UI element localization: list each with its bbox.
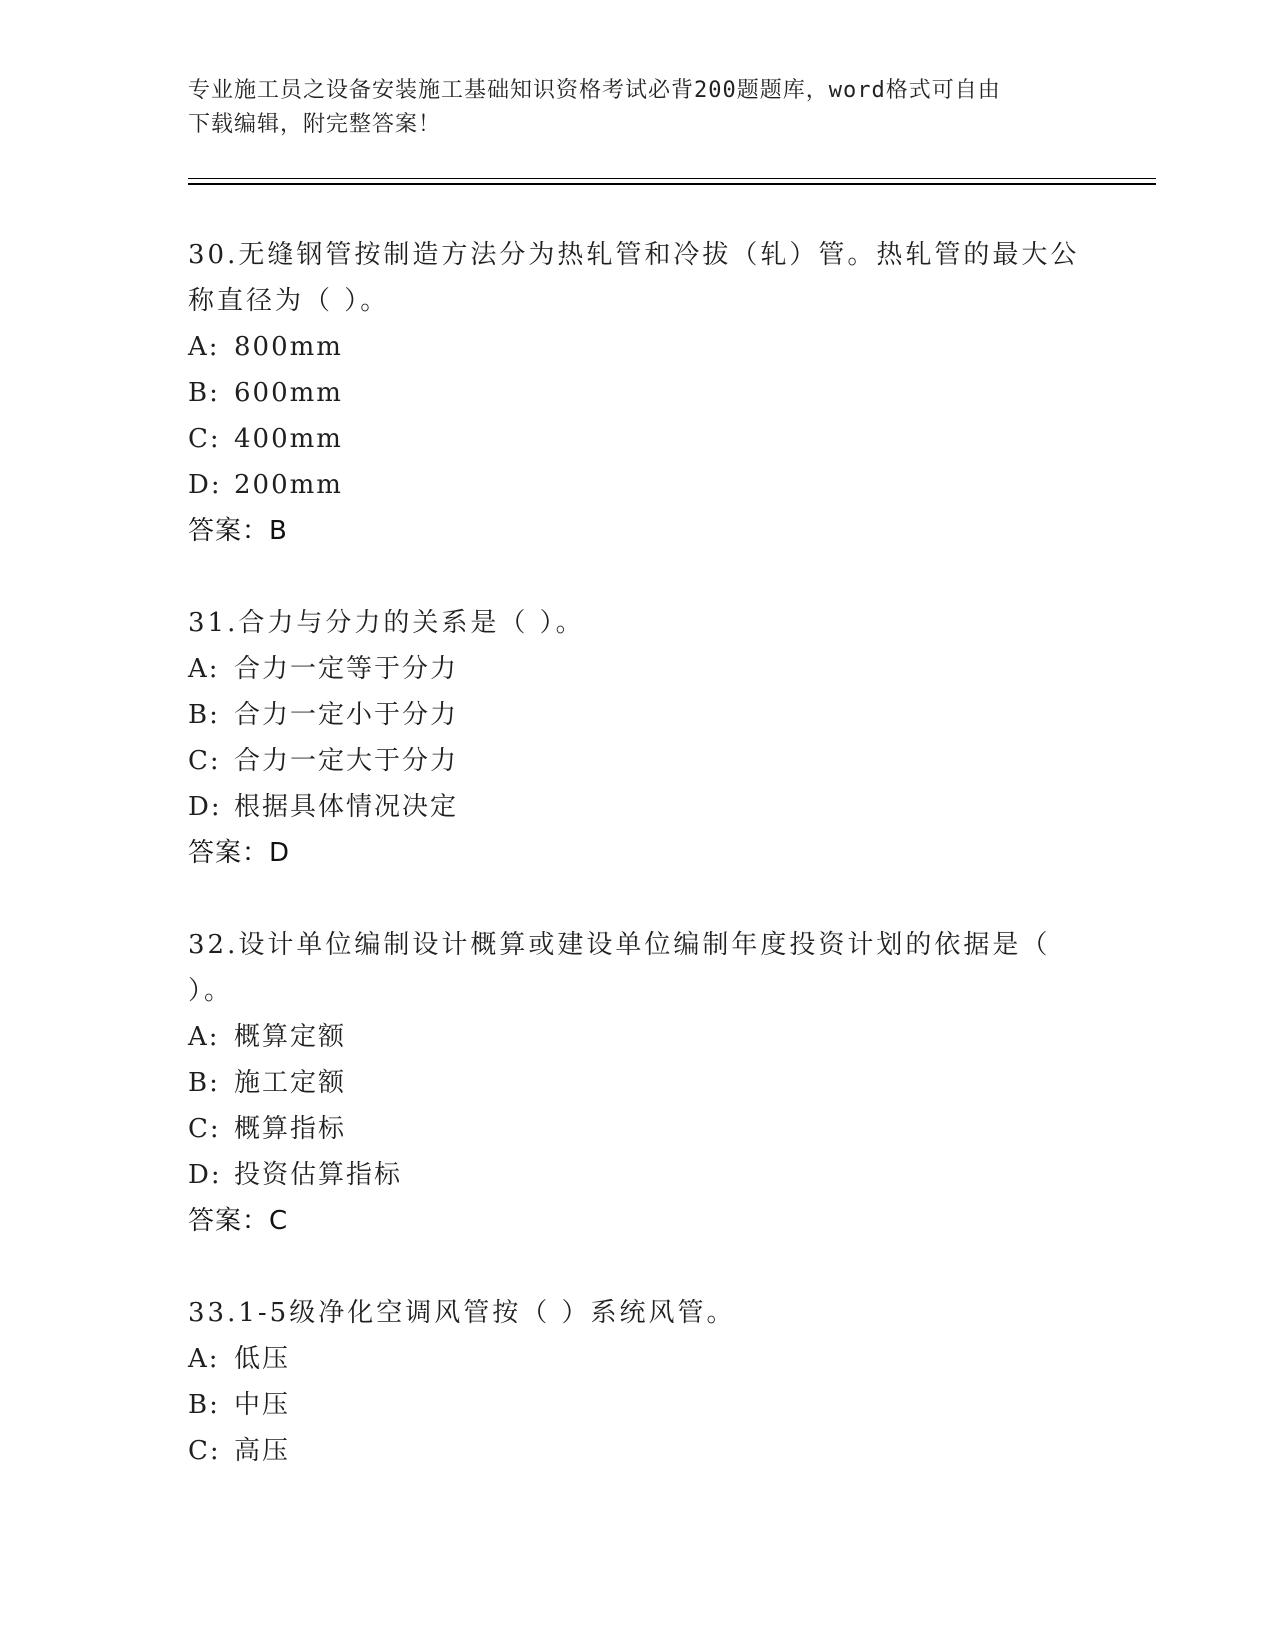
option-key: C: [188,746,221,776]
option-key: C: [188,1114,221,1144]
option-key: B: [188,1068,220,1098]
option-a [188,1014,1088,1060]
answer-label: 答案：D [188,838,291,868]
option-b [188,1060,1088,1106]
option-text: 投资估算指标 [234,1160,403,1190]
question-33 [188,1290,1088,1474]
option-text: 合力一定等于分力 [234,654,459,684]
option-b [188,1382,1088,1428]
option-text: 中压 [234,1390,291,1420]
option-d [188,784,1088,830]
option-b [188,370,1088,416]
option-key: A: [188,654,220,684]
option-text: 400mm [234,424,343,454]
option-text: 概算定额 [234,1022,347,1052]
header-line-1: 专业施工员之设备安装施工基础知识资格考试必背200题题库，word格式可自由 [188,78,1001,103]
question-31 [188,600,1088,876]
option-text: 概算指标 [234,1114,347,1144]
question-stem-line-2: ）。 [188,976,234,1006]
option-key: B: [188,700,220,730]
option-text: 施工定额 [234,1068,347,1098]
option-b [188,692,1088,738]
question-32 [188,922,1088,1244]
option-key: A: [188,332,220,362]
option-a [188,324,1088,370]
option-key: A: [188,1022,220,1052]
header-divider-thick [188,183,1156,185]
option-key: C: [188,424,221,454]
option-text: 合力一定大于分力 [234,746,459,776]
option-text: 根据具体情况决定 [234,792,459,822]
option-text: 200mm [234,470,343,500]
header-divider-thin [188,178,1156,179]
document-header [188,74,1088,142]
question-stem-line-1: 32.设计单位编制设计概算或建设单位编制年度投资计划的依据是（ [188,930,1051,960]
option-key: B: [188,1390,220,1420]
option-text: 高压 [234,1436,291,1466]
option-key: D: [188,470,222,500]
option-c [188,1428,1088,1474]
option-key: C: [188,1436,221,1466]
answer-label: 答案：B [188,516,288,546]
option-key: B: [188,378,220,408]
option-text: 合力一定小于分力 [234,700,459,730]
question-stem-line-2: 称直径为（ ）。 [188,286,390,316]
answer-label: 答案：C [188,1206,289,1236]
question-stem-line-1: 30.无缝钢管按制造方法分为热轧管和冷拔（轧）管。热轧管的最大公 [188,240,1080,270]
option-key: D: [188,792,222,822]
option-a [188,646,1088,692]
option-c [188,1106,1088,1152]
option-key: D: [188,1160,222,1190]
option-text: 600mm [234,378,343,408]
option-c [188,738,1088,784]
option-a [188,1336,1088,1382]
option-text: 800mm [234,332,343,362]
question-30 [188,232,1088,554]
question-stem-line-1: 33.1-5级净化空调风管按（ ）系统风管。 [188,1298,736,1328]
option-c [188,416,1088,462]
option-d [188,462,1088,508]
option-key: A: [188,1344,220,1374]
option-d [188,1152,1088,1198]
header-line-2: 下载编辑，附完整答案！ [188,112,442,137]
question-stem-line-1: 31.合力与分力的关系是（ ）。 [188,608,585,638]
option-text: 低压 [234,1344,291,1374]
